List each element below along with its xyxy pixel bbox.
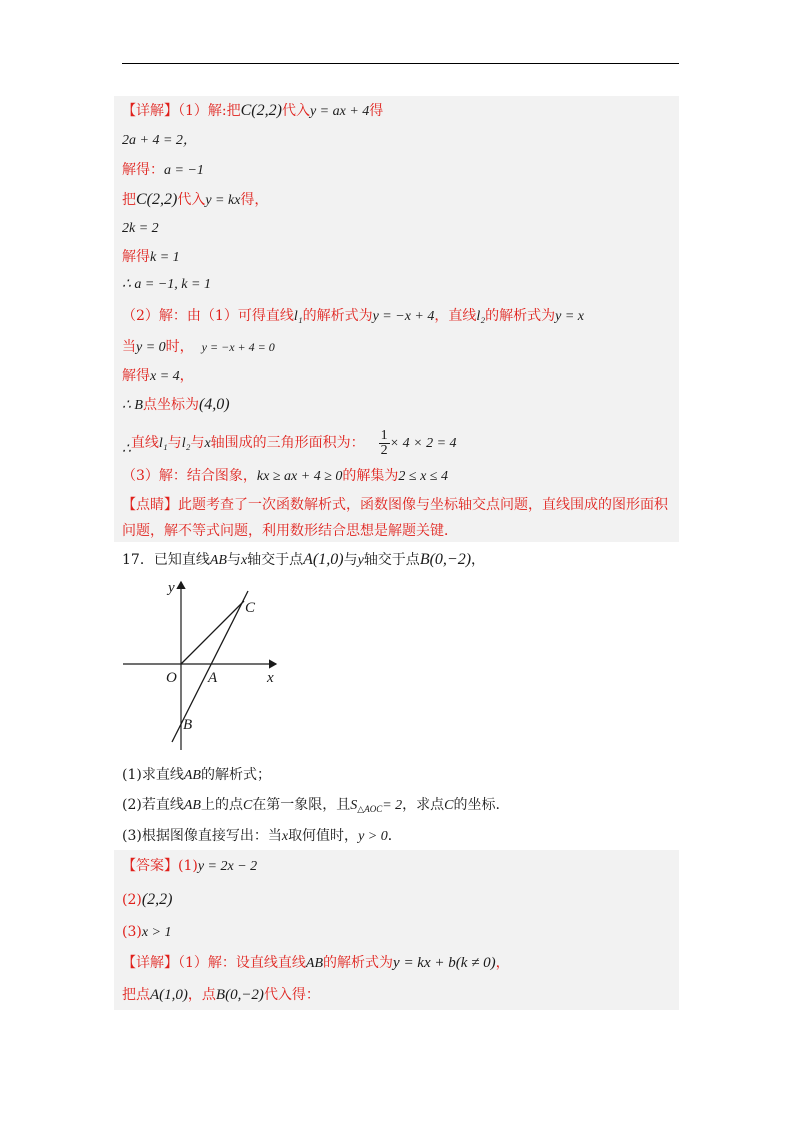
solution-line-2: 2a + 4 = 2， bbox=[122, 133, 197, 148]
label-a: A bbox=[208, 670, 218, 686]
solution-line-5: 2k = 2 bbox=[122, 221, 159, 236]
question-3: (3)根据图像直接写出：当x取何值时，y > 0． bbox=[122, 828, 402, 844]
label-y: y bbox=[168, 580, 175, 596]
answer-line-1: 【答案】(1)y = 2x − 2 bbox=[122, 858, 258, 874]
solution-line-12: ∴直线l₁与l₂与x轴围成的三角形面积为： $\frac{1}{2}$ × 4 × 2 = 4 bbox=[122, 427, 457, 458]
solution-line-11: ∴ B点坐标为(4,0) bbox=[122, 396, 230, 413]
solution-line-14: 【点睛】此题考查了一次函数解析式，函数图像与坐标轴交点问题，直线围成的图形面积 bbox=[122, 497, 668, 513]
comment-tag: 【点睛】 bbox=[122, 497, 178, 513]
solution-line-7: ∴ a = −1, k = 1 bbox=[122, 277, 211, 292]
solution-line-10: 解得x = 4， bbox=[122, 368, 194, 384]
solution-line-3: 解得：a = −1 bbox=[122, 162, 204, 178]
label-o: O bbox=[166, 670, 177, 686]
solution-line-4: 把C(2,2)代入y = kx得， bbox=[122, 191, 269, 208]
problem-17-stem: 17．已知直线AB与x轴交于点A(1,0)与y轴交于点B(0,−2)， bbox=[122, 551, 486, 568]
label-x: x bbox=[267, 670, 274, 686]
answer-tag: 【答案】 bbox=[122, 858, 178, 874]
line-oc bbox=[181, 601, 244, 664]
detail-line-2: 把点A(1,0)，点B(0,−2)代入得： bbox=[122, 987, 320, 1003]
detail-tag: 【详解】 bbox=[122, 103, 178, 119]
solution-line-6: 解得k = 1 bbox=[122, 249, 180, 265]
answer-line-3: (3)x > 1 bbox=[122, 924, 172, 940]
answer-line-2: (2)(2,2) bbox=[122, 891, 173, 908]
question-2: (2)若直线AB上的点C在第一象限，且$S_{\triangle AOC}= 2$，求点C的坐标. bbox=[122, 797, 500, 814]
coordinate-figure bbox=[118, 576, 288, 756]
header-rule bbox=[122, 63, 679, 64]
detail-line-1: 【详解】（1）解：设直线直线AB的解析式为y = kx + b(k ≠ 0)， bbox=[122, 955, 510, 971]
solution-line-1: 【详解】（1）解:把C(2,2)代入y = ax + 4得 bbox=[122, 102, 384, 119]
question-1: (1)求直线AB的解析式； bbox=[122, 767, 271, 783]
solution-line-9: 当y = 0时， y = −x + 4 = 0 bbox=[122, 339, 275, 355]
label-b: B bbox=[183, 717, 193, 733]
fraction-half: $\frac{1}{2}$ bbox=[380, 427, 388, 458]
label-c: C bbox=[245, 600, 256, 616]
solution-line-15: 问题，解不等式问题，利用数形结合思想是解题关键． bbox=[122, 523, 458, 539]
solution-line-8: （2）解：由（1）可得直线l₁的解析式为y = −x + 4，直线l₂的解析式为y = x bbox=[122, 308, 585, 324]
solution-line-13: （3）解：结合图象，kx ≥ ax + 4 ≥ 0的解集为2 ≤ x ≤ 4 bbox=[122, 468, 448, 484]
